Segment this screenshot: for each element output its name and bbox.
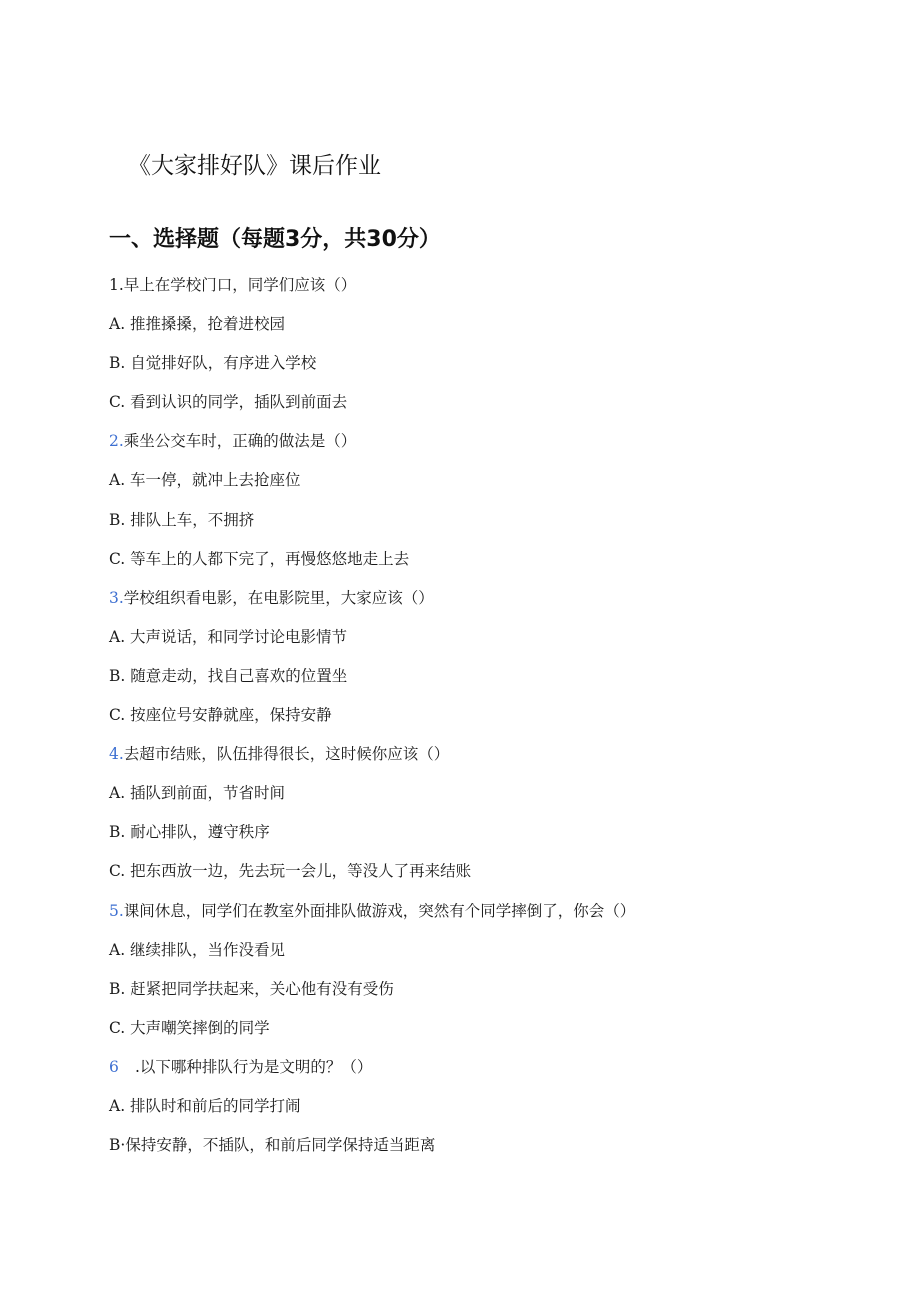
option-b: B. 赶紧把同学扶起来，关心他有没有受伤 [109, 979, 394, 998]
question-number: 1. [109, 276, 124, 294]
option-b: B. 排队上车，不拥挤 [109, 510, 255, 529]
option-c: C. 等车上的人都下完了，再慢悠悠地走上去 [109, 549, 410, 568]
question-list [109, 270, 869, 1169]
question-number: 4. [109, 745, 124, 764]
section-heading: 一、选择题（每题3分，共30分） [109, 227, 441, 252]
question-6 [109, 1052, 869, 1091]
question-number: 3. [109, 588, 124, 607]
option-b: B·保持安静，不插队，和前后同学保持适当距离 [109, 1136, 436, 1155]
option-a: A. 大声说话，和同学讨论电影情节 [109, 627, 348, 646]
question-3 [109, 583, 869, 622]
question-text: 去超市结账，队伍排得很长，这时候你应该（） [123, 745, 450, 764]
option-b: B. 自觉排好队，有序进入学校 [109, 354, 317, 373]
option-c: C. 大声嘲笑摔倒的同学 [109, 1018, 270, 1037]
option-a: A. 车一停，就冲上去抢座位 [109, 471, 301, 490]
question-2 [109, 426, 869, 465]
question-number: 5. [109, 901, 124, 920]
option-b: B. 耐心排队，遵守秩序 [109, 823, 270, 842]
question-4 [109, 739, 869, 778]
option-a: A. 排队时和前后的同学打闹 [109, 1096, 301, 1115]
page-title: 《大家排好队》课后作业 [128, 153, 381, 179]
question-text: 乘坐公交车时，正确的做法是（） [123, 432, 357, 451]
option-c: C. 看到认识的同学，插队到前面去 [109, 393, 348, 412]
question-number: 6 [109, 1057, 119, 1076]
option-c: C. 把东西放一边，先去玩一会儿，等没人了再来结账 [109, 862, 472, 881]
option-a: A. 继续排队，当作没看见 [109, 940, 286, 959]
question-text: 课间休息，同学们在教室外面排队做游戏，突然有个同学摔倒了，你会（） [123, 901, 636, 920]
option-c: C. 按座位号安静就座，保持安静 [109, 706, 332, 725]
question-1 [109, 270, 869, 309]
question-5 [109, 896, 869, 935]
question-text: .以下哪种排队行为是文明的？（） [135, 1057, 373, 1076]
option-a: A. 插队到前面，节省时间 [109, 784, 286, 803]
question-text: 早上在学校门口，同学们应该（） [123, 276, 357, 294]
question-text: 学校组织看电影，在电影院里，大家应该（） [123, 588, 434, 607]
option-a: A. 推推搡搡，抢着进校园 [109, 315, 286, 334]
option-b: B. 随意走动，找自己喜欢的位置坐 [109, 666, 348, 685]
question-number: 2. [109, 432, 124, 451]
